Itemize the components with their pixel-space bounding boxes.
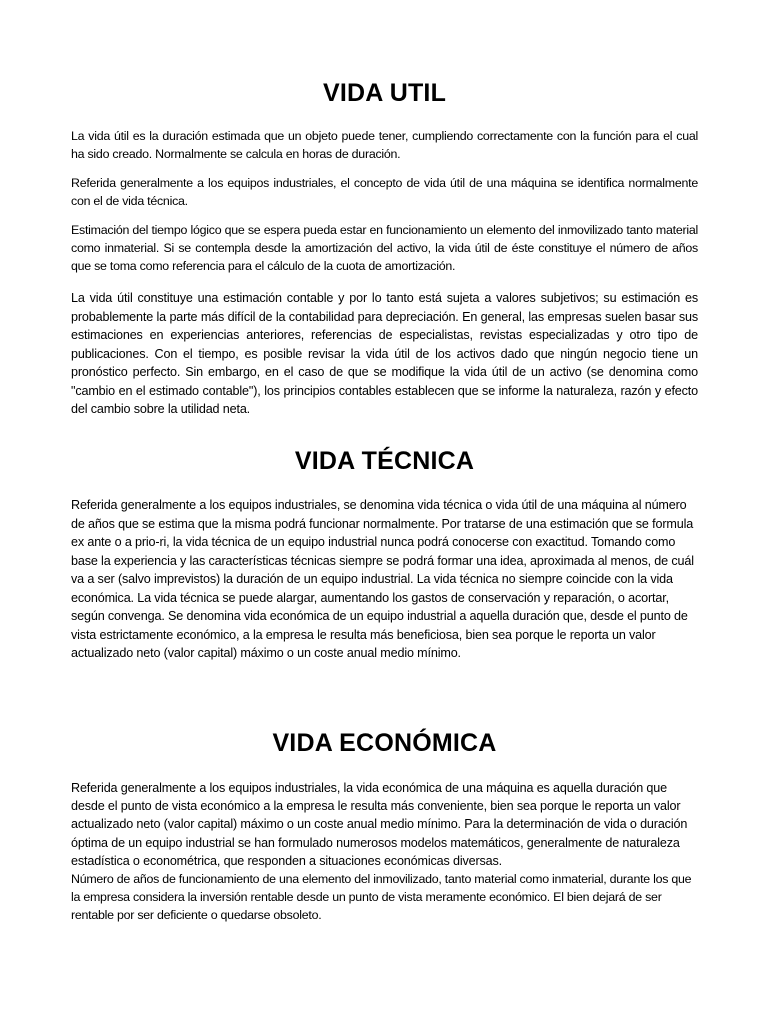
section-vida-economica: [71, 728, 698, 924]
paragraph-vida-tecnica-1: Referida generalmente a los equipos industriales, se denomina vida técnica o vida útil de una máquina al número de años que se estima que la misma podrá funcionar normalmente. Por tratarse de una estimación que se formula ex ante o a prio-ri, la vida técnica de un equipo industrial nunca podrá conocerse con exactitud. Tomando como base la experiencia y las características técnicas siempre se podrá formar una idea, aproximada al menos, de cuál va a ser (salvo imprevistos) la duración de un equipo industrial. La vida técnica no siempre coincide con la vida económica. La vida técnica se puede alargar, aumentando los gastos de conservación y reparación, o acortar, según convenga. Se denomina vida económica de un equipo industrial a aquella duración que, desde el punto de vista estrictamente económico, a la empresa le resulta más beneficiosa, bien sea porque le reporta un valor actualizado neto (valor capital) máximo o un coste anual medio mínimo.: [71, 498, 694, 660]
paragraph-vida-util-1: La vida útil es la duración estimada que un objeto puede tener, cumpliendo correctamente con la función para el cual ha sido creado. Normalmente se calcula en horas de duración.: [71, 129, 698, 161]
paragraph-vida-economica-1: Referida generalmente a los equipos industriales, la vida económica de una máquina es aquella duración que desde el punto de vista económico a la empresa le resulta más conveniente, bien sea porque le reporta un valor actualizado neto (valor capital) máximo o un coste anual medio mínimo. Para la determinación de vida o duración óptima de un equipo industrial se han formulado numerosos modelos matemáticos, generalmente de naturaleza estadística o econométrica, que responden a situaciones económicas diversas.: [71, 781, 688, 868]
heading-vida-util: VIDA UTIL: [322, 79, 447, 107]
paragraph-vida-economica-2: Número de años de funcionamiento de una elemento del inmovilizado, tanto material como inmaterial, durante los que la empresa considera la inversión rentable desde un punto de vista meramente económico. El bien dejará de ser rentable por ser deficiente o quedarse obsoleto.: [71, 872, 692, 923]
heading-vida-tecnica: VIDA TÉCNICA: [294, 447, 475, 475]
paragraph-vida-util-3: Estimación del tiempo lógico que se espera pueda estar en funcionamiento un elemento del inmovilizado tanto material como inmaterial. Si se contempla desde la amortización del activo, la vida útil de éste constituye el número de años que se toma como referencia para el cálculo de la cuota de amortización.: [71, 223, 698, 273]
paragraph-vida-util-2: Referida generalmente a los equipos industriales, el concepto de vida útil de una máquina se identifica normalmente con el de vida técnica.: [71, 176, 698, 208]
section-vida-util: [71, 78, 698, 419]
heading-vida-economica: VIDA ECONÓMICA: [272, 729, 497, 757]
paragraph-vida-util-4: La vida útil constituye una estimación contable y por lo tanto está sujeta a valores subjetivos; su estimación es probablemente la parte más difícil de la contabilidad para depreciación. En general, las empresas suelen basar sus estimaciones en experiencias anteriores, referencias de especialistas, revistas especializadas y otro tipo de publicaciones. Con el tiempo, es posible revisar la vida útil de los activos dado que ningún negocio tiene un pronóstico perfecto. Sin embargo, en el caso de que se modifique la vida útil de un activo (se denomina como "cambio en el estimado contable"), los principios contables establecen que se informe la naturaleza, razón y efecto del cambio sobre la utilidad neta.: [71, 291, 698, 416]
section-vida-tecnica: [71, 446, 698, 663]
